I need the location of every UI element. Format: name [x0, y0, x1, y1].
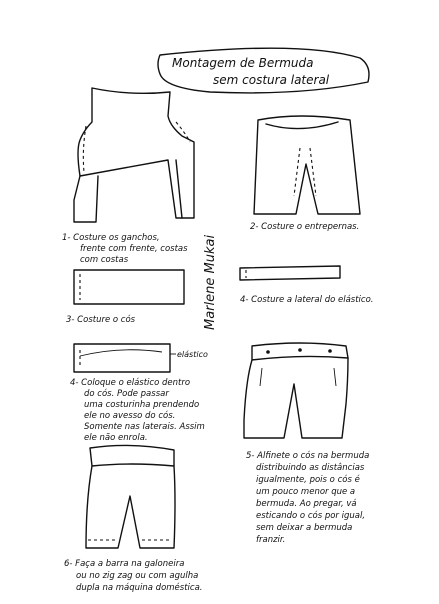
- title-banner: [158, 48, 369, 93]
- step-4-text: 4- Costure a lateral do elástico.: [240, 295, 374, 305]
- signature: [203, 235, 218, 330]
- seam-inseam-right: [310, 148, 316, 196]
- seam-inseam-left: [294, 148, 300, 196]
- svg-text:6- Faça a barra na galoneira: 6- Faça a barra na galoneira: [64, 559, 185, 569]
- step-5-illustration: [74, 344, 176, 372]
- svg-text:uma costurinha prendendo: uma costurinha prendendo: [84, 400, 200, 410]
- step-2-illustration: [254, 116, 360, 214]
- elastic-label: elástico: [177, 350, 208, 359]
- svg-text:Somente nas laterais. Assim: Somente nas laterais. Assim: [84, 422, 205, 432]
- step-7-illustration: [86, 445, 175, 548]
- step-2-text: 2- Costure o entrepernas.: [250, 222, 360, 232]
- step-1-text-2: frente com frente, costas: [80, 244, 188, 254]
- title-line-2: sem costura lateral: [213, 73, 330, 87]
- pin-dot-2: [298, 348, 302, 352]
- elastic-inside: [80, 350, 162, 356]
- pin-dot-3: [328, 349, 332, 353]
- pants-front-piece: [78, 88, 194, 218]
- waistband-with-elastic: [74, 344, 170, 372]
- svg-text:ou no zig zag ou com agulha: ou no zig zag ou com agulha: [76, 571, 199, 581]
- step-3-illustration: [74, 270, 184, 304]
- step-1-text-1: 1- Costure os ganchos,: [62, 233, 160, 243]
- elastic-band: [240, 266, 340, 280]
- finished-shorts-waistband: [90, 445, 174, 466]
- svg-text:5- Alfinete o cós na bermuda: 5- Alfinete o cós na bermuda: [246, 451, 370, 461]
- shorts-outline: [254, 116, 360, 214]
- pants-fold-2: [334, 368, 336, 386]
- step-1-text-3: com costas: [80, 255, 129, 265]
- finished-shorts-outline: [86, 466, 175, 548]
- pants-leg-flap: [176, 160, 182, 218]
- svg-text:igualmente, pois o cós é: igualmente, pois o cós é: [256, 475, 360, 485]
- waistband-rectangle: [74, 270, 184, 304]
- svg-text:esticando o cós por igual,: esticando o cós por igual,: [256, 511, 366, 521]
- svg-text:do cós. Pode passar: do cós. Pode passar: [84, 389, 169, 399]
- svg-text:4- Coloque o elástico dentro: 4- Coloque o elástico dentro: [70, 378, 191, 388]
- svg-text:ele no avesso do cós.: ele no avesso do cós.: [84, 411, 176, 421]
- step-6-illustration: [244, 343, 348, 438]
- step-1-illustration: [74, 88, 194, 222]
- svg-text:um pouco menor que a: um pouco menor que a: [256, 487, 356, 497]
- svg-text:sem deixar a bermuda: sem deixar a bermuda: [256, 523, 353, 533]
- pants-fold-1: [260, 368, 262, 386]
- step-7-text: [64, 559, 203, 593]
- step-4-illustration: [240, 266, 340, 280]
- step-5-text: [70, 378, 205, 443]
- svg-text:ele não enrola.: ele não enrola.: [84, 433, 148, 443]
- title-line-1: Montagem de Bermuda: [172, 56, 314, 70]
- step-3-text: 3- Costure o cós: [66, 315, 136, 325]
- svg-text:bermuda. Ao pregar, vá: bermuda. Ao pregar, vá: [256, 499, 357, 509]
- pin-dot-1: [266, 350, 270, 354]
- svg-text:dupla na máquina doméstica.: dupla na máquina doméstica.: [76, 583, 203, 593]
- svg-text:franzir.: franzir.: [256, 535, 286, 545]
- pants-long-outline: [244, 358, 348, 438]
- svg-text:Marlene Mukai: Marlene Mukai: [203, 234, 218, 330]
- shorts-waist-curve: [266, 122, 338, 129]
- pants-back-piece: [74, 176, 98, 222]
- svg-text:distribuindo as distâncias: distribuindo as distâncias: [256, 463, 365, 473]
- step-6-text: [246, 450, 369, 545]
